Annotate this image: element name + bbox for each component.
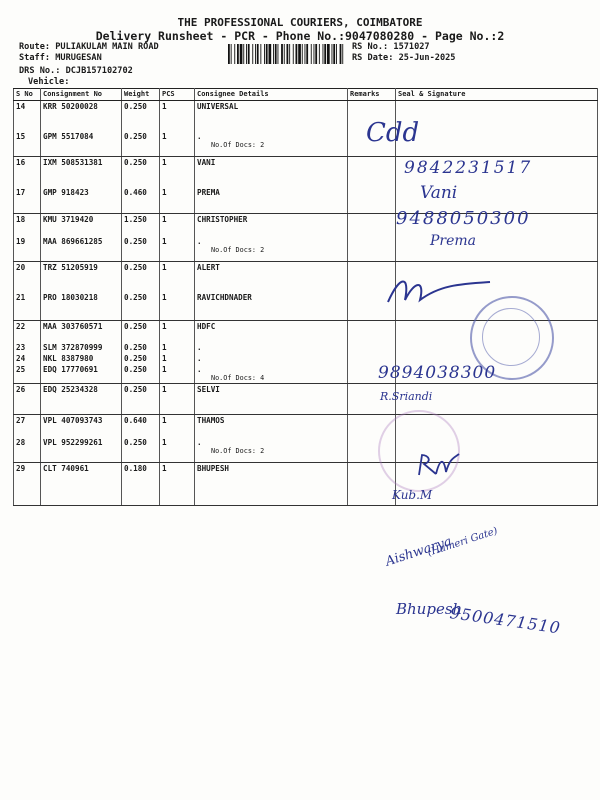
pcs-cell-text: 1 [162,385,167,394]
consignee-cell-text: VANI [197,158,216,167]
sno-cell-text: 28 [16,438,26,447]
table-row [14,262,598,293]
weight-cell [122,214,160,237]
pcs-cell [160,353,195,364]
consignee-cell [195,292,348,321]
sno-cell [14,292,41,321]
weight-cell-text: 0.250 [124,343,147,352]
vehicle-label: Vehicle: [28,77,70,87]
weight-cell [122,157,160,188]
table-row [14,437,598,463]
consignment-cell [41,321,122,343]
consignee-cell-text: HDFC [197,322,216,331]
pcs-cell [160,364,195,384]
weight-cell-text: 0.250 [124,102,147,111]
weight-cell [122,321,160,343]
col-consignee: Consignee Details [195,89,348,101]
sno-cell-text: 23 [16,343,26,352]
consignee-cell [195,214,348,237]
pcs-cell-text: 1 [162,158,167,167]
weight-cell-text: 0.180 [124,464,147,473]
consignee-cell-text: UNIVERSAL [197,102,239,111]
weight-cell [122,187,160,214]
remarks-cell [348,321,396,343]
weight-cell-text: 0.250 [124,365,147,374]
col-remarks: Remarks [348,89,396,101]
seal-cell [396,131,598,157]
weight-cell [122,101,160,132]
col-consignment: Consignment No [41,89,122,101]
pcs-cell-text: 1 [162,293,167,302]
sno-cell [14,364,41,384]
docs-count: No.Of Docs: 4 [211,374,265,382]
courier-seal-inner [482,308,540,366]
pcs-cell-text: 1 [162,132,167,141]
consignment-cell [41,187,122,214]
pcs-cell-text: 1 [162,322,167,331]
consignment-cell [41,415,122,438]
weight-cell [122,415,160,438]
signature-26: Kub.M [392,488,433,502]
weight-cell [122,463,160,506]
consignment-cell [41,101,122,132]
consignee-cell-text: . [197,343,202,352]
pcs-cell [160,101,195,132]
table-row [14,384,598,415]
consignee-cell-text: . [197,438,202,447]
consignment-cell [41,353,122,364]
weight-cell [122,131,160,157]
sno-cell-text: 18 [16,215,26,224]
pcs-cell [160,384,195,415]
weight-cell-text: 1.250 [124,215,147,224]
pcs-cell [160,463,195,506]
table-row [14,463,598,506]
name-16: Vani [420,183,458,203]
remarks-cell [348,187,396,214]
phone-21: 9894038300 [378,363,497,383]
pcs-cell [160,236,195,262]
pcs-cell [160,342,195,353]
company-title: THE PROFESSIONAL COURIERS, COIMBATORE [177,16,423,29]
consignee-cell-text: . [197,237,202,246]
pcs-cell [160,415,195,438]
consignment-cell-text: VPL 952299261 [43,438,103,447]
consignee-cell [195,101,348,132]
drs-label: DRS No.: DCJB157102702 [19,66,133,76]
weight-cell-text: 0.460 [124,188,147,197]
sno-cell [14,321,41,343]
remarks-cell [348,157,396,188]
consignment-cell [41,463,122,506]
runsheet-subtitle: Delivery Runsheet - PCR - Phone No.:9047080280 - Page No.:2 [95,29,505,43]
weight-cell [122,364,160,384]
pcs-cell [160,321,195,343]
sno-cell-text: 25 [16,365,26,374]
pcs-cell-text: 1 [162,237,167,246]
consignee-cell [195,342,348,353]
barcode [228,44,344,64]
pcs-cell-text: 1 [162,263,167,272]
remarks-cell [348,214,396,237]
weight-cell-text: 0.250 [124,322,147,331]
col-weight: Weight [122,89,160,101]
table-row [14,415,598,438]
consignee-cell [195,131,348,157]
consignee-cell-text: . [197,354,202,363]
consignment-cell-text: VPL 407093743 [43,416,103,425]
sno-cell-text: 24 [16,354,26,363]
consignee-cell-text: . [197,132,202,141]
sno-cell [14,437,41,463]
pcs-cell [160,292,195,321]
sno-cell-text: 21 [16,293,26,302]
consignee-cell-text: ALERT [197,263,220,272]
pcs-cell-text: 1 [162,365,167,374]
seal-cell [396,101,598,132]
phone-16: 9842231517 [404,158,533,178]
pcs-cell [160,214,195,237]
consignee-cell [195,262,348,293]
consignment-cell-text: EDQ 17770691 [43,365,98,374]
consignee-cell [195,437,348,463]
consignee-cell-text: BHUPESH [197,464,230,473]
consignee-cell [195,353,348,364]
phone-17: 9488050300 [396,208,531,229]
sno-cell-text: 16 [16,158,26,167]
consignee-cell-text: SELVI [197,385,220,394]
signature-23-25 [414,450,464,480]
consignee-cell [195,415,348,438]
sno-cell-text: 19 [16,237,26,246]
signature-28: Aishwarya [383,534,454,570]
consignment-cell-text: GMP 918423 [43,188,89,197]
pcs-cell-text: 1 [162,354,167,363]
weight-cell-text: 0.250 [124,158,147,167]
consignment-cell [41,131,122,157]
sno-cell-text: 22 [16,322,26,331]
sno-cell [14,415,41,438]
weight-cell-text: 0.250 [124,438,147,447]
sno-cell [14,236,41,262]
name-17: Prema [430,233,477,249]
sno-cell [14,353,41,364]
weight-cell-text: 0.250 [124,237,147,246]
table-row [14,101,598,132]
consignment-cell-text: KMU 3719420 [43,215,94,224]
pcs-cell [160,262,195,293]
consignment-cell-text: MAA 303760571 [43,322,103,331]
pcs-cell-text: 1 [162,438,167,447]
consignment-cell [41,262,122,293]
sno-cell-text: 14 [16,102,26,111]
pcs-cell-text: 1 [162,215,167,224]
weight-cell-text: 0.250 [124,132,147,141]
consignment-cell-text: KRR 50200028 [43,102,98,111]
pcs-cell [160,187,195,214]
pcs-cell [160,437,195,463]
rs-no-label: RS No.: 1571027 [352,42,430,52]
consignment-cell [41,364,122,384]
weight-cell-text: 0.640 [124,416,147,425]
docs-count: No.Of Docs: 2 [211,246,265,254]
sno-cell-text: 20 [16,263,26,272]
seal-cell [396,236,598,262]
name-21: R.Sriandi [380,390,433,403]
consignment-cell [41,437,122,463]
pcs-cell-text: 1 [162,102,167,111]
consignee-cell-text: CHRISTOPHER [197,215,248,224]
consignee-cell [195,463,348,506]
sno-cell-text: 27 [16,416,26,425]
pcs-cell-text: 1 [162,416,167,425]
consignee-cell [195,157,348,188]
consignee-cell-text: THAMOS [197,416,225,425]
consignment-cell-text: IXM 508531381 [43,158,103,167]
sno-cell [14,187,41,214]
staff-label: Staff: MURUGESAN [19,53,102,63]
sno-cell [14,342,41,353]
rs-date-label: RS Date: 25-Jun-2025 [352,53,456,63]
sno-cell [14,101,41,132]
phone-29: 9500471510 [448,603,563,638]
sno-cell [14,463,41,506]
consignment-cell-text: GPM 5517084 [43,132,94,141]
sno-cell [14,384,41,415]
consignee-cell [195,321,348,343]
consignment-cell-text: SLM 372870999 [43,343,103,352]
consignment-cell [41,157,122,188]
weight-cell [122,342,160,353]
weight-cell [122,292,160,321]
table-header [14,89,598,101]
consignment-cell [41,292,122,321]
pcs-cell-text: 1 [162,188,167,197]
consignment-cell [41,214,122,237]
remarks-cell [348,236,396,262]
docs-count: No.Of Docs: 2 [211,447,265,455]
route-label: Route: PULIAKULAM MAIN ROAD [19,42,159,52]
consignee-cell-text: . [197,365,202,374]
consignee-cell [195,236,348,262]
remarks-cell [348,342,396,353]
pcs-cell [160,131,195,157]
weight-cell [122,262,160,293]
consignment-cell-text: PRO 18030218 [43,293,98,302]
name-29: Bhupesh [396,600,463,618]
weight-cell-text: 0.250 [124,385,147,394]
weight-cell-text: 0.250 [124,293,147,302]
consignee-cell-text: PREMA [197,188,220,197]
col-seal: Seal & Signature [396,89,598,101]
pcs-cell-text: 1 [162,464,167,473]
consignment-cell [41,236,122,262]
consignment-cell-text: TRZ 51205919 [43,263,98,272]
consignee-cell [195,187,348,214]
sno-cell [14,131,41,157]
table-row [14,236,598,262]
consignee-cell [195,364,348,384]
sno-cell-text: 17 [16,188,26,197]
pcs-cell-text: 1 [162,343,167,352]
sno-cell-text: 29 [16,464,26,473]
weight-cell [122,437,160,463]
sno-cell [14,262,41,293]
sno-cell [14,157,41,188]
weight-cell [122,384,160,415]
consignee-cell [195,384,348,415]
col-sno: S No [14,89,41,101]
consignment-cell-text: NKL 8387980 [43,354,94,363]
pcs-cell [160,157,195,188]
weight-cell-text: 0.250 [124,263,147,272]
signature-15: Cdd [366,118,420,148]
consignment-cell [41,384,122,415]
consignment-cell-text: MAA 869661285 [43,237,103,246]
table-row [14,131,598,157]
weight-cell-text: 0.250 [124,354,147,363]
consignment-cell [41,342,122,353]
consignee-cell-text: RAVICHDNADER [197,293,252,302]
signature-28-note: (Hameri Gate) [426,525,500,559]
docs-count: No.Of Docs: 2 [211,141,265,149]
col-pcs: PCS [160,89,195,101]
sno-cell [14,214,41,237]
sno-cell-text: 26 [16,385,26,394]
weight-cell [122,236,160,262]
sno-cell-text: 15 [16,132,26,141]
weight-cell [122,353,160,364]
consignment-cell-text: EDQ 25234328 [43,385,98,394]
consignment-cell-text: CLT 740961 [43,464,89,473]
signature-19 [380,270,500,310]
